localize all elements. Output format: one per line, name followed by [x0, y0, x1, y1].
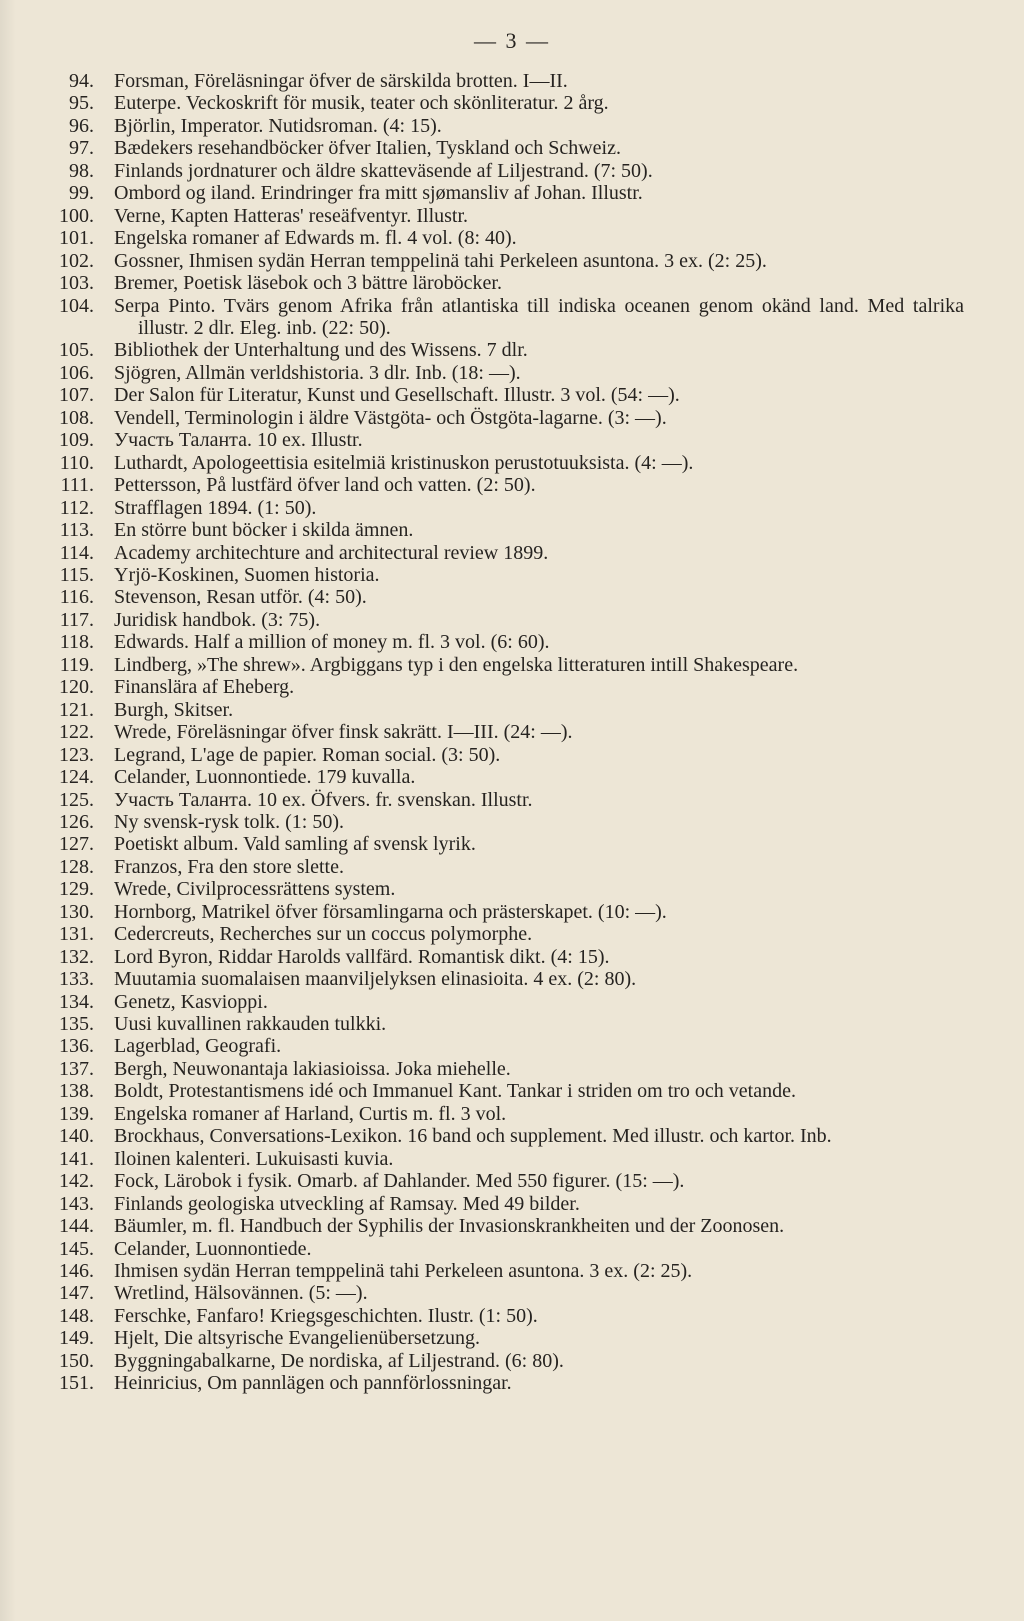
catalog-entry — [0, 182, 1024, 204]
catalog-entry — [0, 1148, 1024, 1170]
entry-text: Engelska romaner af Edwards m. fl. 4 vol. (8: 40). — [114, 227, 517, 250]
entry-text: Ombord og iland. Erindringer fra mitt sjømansliv af Johan. Illustr. — [114, 182, 643, 205]
catalog-entry — [0, 878, 1024, 900]
entry-number: 108. — [59, 406, 94, 429]
entry-text: Franzos, Fra den store slette. — [114, 855, 344, 878]
entry-text: Yrjö-Koskinen, Suomen historia. — [114, 563, 380, 586]
catalog-entry — [0, 744, 1024, 766]
catalog-entry — [0, 968, 1024, 990]
catalog-entry — [0, 676, 1024, 698]
catalog-entry — [0, 1282, 1024, 1304]
catalog-entry — [0, 384, 1024, 406]
entry-number: 94. — [69, 70, 94, 92]
catalog-entry — [0, 1035, 1024, 1057]
entry-number: 146. — [59, 1260, 94, 1283]
entry-text: En större bunt böcker i skilda ämnen. — [114, 519, 414, 542]
entry-number: 147. — [59, 1282, 94, 1305]
entry-number: 131. — [59, 923, 94, 946]
entry-number: 97. — [69, 137, 94, 160]
catalog-entry — [0, 474, 1024, 496]
entry-text: Bædekers resehandböcker öfver Italien, Tyskland och Schweiz. — [114, 137, 621, 160]
entry-text: Участь Таланта. 10 ex. Öfvers. fr. svenskan. Illustr. — [114, 788, 533, 811]
entry-text: Wrede, Föreläsningar öfver finsk sakrätt. I—III. (24: —). — [114, 721, 573, 744]
catalog-entry — [0, 721, 1024, 743]
entry-text: Участь Таланта. 10 ex. Illustr. — [114, 429, 363, 452]
catalog-entry — [0, 227, 1024, 249]
entry-text: Lagerblad, Geografi. — [114, 1035, 282, 1058]
entry-number: 101. — [59, 227, 94, 250]
entry-text: Hjelt, Die altsyrische Evangelienübersetzung. — [114, 1327, 480, 1350]
entry-text: Juridisk handbok. (3: 75). — [114, 608, 321, 631]
catalog-entry — [0, 497, 1024, 519]
entry-number: 130. — [59, 900, 94, 923]
catalog-entry — [0, 991, 1024, 1013]
entry-number: 150. — [59, 1349, 94, 1372]
entry-number: 105. — [59, 339, 94, 362]
entry-text: Uusi kuvallinen rakkauden tulkki. — [114, 1013, 387, 1036]
entry-number: 116. — [59, 586, 94, 609]
entry-text: Bibliothek der Unterhaltung und des Wissens. 7 dlr. — [114, 339, 528, 362]
catalog-entry — [0, 339, 1024, 361]
entry-text: Finlands jordnaturer och äldre skatteväsende af Liljestrand. (7: 50). — [114, 159, 653, 182]
catalog-entry — [0, 1260, 1024, 1282]
entry-number: 122. — [59, 721, 94, 744]
entry-text: Boldt, Protestantismens idé och Immanuel Kant. Tankar i striden om tro och vetande. — [114, 1080, 796, 1103]
entry-text: Finlands geologiska utveckling af Ramsay. Med 49 bilder. — [114, 1192, 580, 1215]
entry-text: Wretlind, Hälsovännen. (5: —). — [114, 1282, 368, 1305]
entry-number: 103. — [59, 272, 94, 295]
entry-text: Bremer, Poetisk läsebok och 3 bättre läroböcker. — [114, 272, 502, 295]
entry-number: 109. — [59, 429, 94, 452]
entry-text: Muutamia suomalaisen maanviljelyksen elinasioita. 4 ex. (2: 80). — [114, 968, 637, 991]
entry-text: Euterpe. Veckoskrift för musik, teater och skönliteratur. 2 årg. — [114, 92, 609, 115]
catalog-entry — [0, 1372, 1024, 1394]
entry-number: 121. — [59, 698, 94, 721]
catalog-entry — [0, 407, 1024, 429]
entry-number: 99. — [69, 182, 94, 205]
entry-text: Ny svensk-rysk tolk. (1: 50). — [114, 810, 344, 833]
catalog-entry — [0, 70, 1024, 92]
catalog-entry — [0, 1305, 1024, 1327]
catalog-entry — [0, 1170, 1024, 1192]
catalog-entry — [0, 205, 1024, 227]
entry-text: Björlin, Imperator. Nutidsroman. (4: 15). — [114, 114, 442, 137]
entry-number: 98. — [69, 159, 94, 182]
entry-number: 138. — [59, 1080, 94, 1103]
entry-number: 110. — [59, 451, 94, 474]
catalog-entry — [0, 1125, 1024, 1147]
catalog-entry — [0, 1058, 1024, 1080]
entry-text: Lord Byron, Riddar Harolds vallfärd. Romantisk dikt. (4: 15). — [114, 945, 610, 968]
entry-number: 142. — [59, 1170, 94, 1193]
catalog-entry — [0, 295, 1024, 340]
entry-number: 113. — [59, 519, 94, 542]
entry-text: Hornborg, Matrikel öfver församlingarna och prästerskapet. (10: —). — [114, 900, 667, 923]
entry-text: Forsman, Föreläsningar öfver de särskilda brotten. I—II. — [114, 70, 568, 92]
entry-text: Verne, Kapten Hatteras' reseäfventyr. Illustr. — [114, 204, 469, 227]
catalog-list — [0, 70, 1024, 1395]
catalog-entry — [0, 766, 1024, 788]
entry-text: Strafflagen 1894. (1: 50). — [114, 496, 317, 519]
entry-number: 137. — [59, 1057, 94, 1080]
entry-text: Engelska romaner af Harland, Curtis m. fl. 3 vol. — [114, 1102, 507, 1125]
catalog-entry — [0, 654, 1024, 676]
entry-text: Legrand, L'age de papier. Roman social. (3: 50). — [114, 743, 501, 766]
catalog-entry — [0, 272, 1024, 294]
entry-text: Cedercreuts, Recherches sur un coccus polymorphe. — [114, 923, 533, 946]
entry-text: Poetiskt album. Vald samling af svensk lyrik. — [114, 833, 476, 856]
catalog-entry — [0, 901, 1024, 923]
catalog-entry — [0, 137, 1024, 159]
entry-text: Ihmisen sydän Herran temppelinä tahi Perkeleen asuntona. 3 ex. (2: 25). — [114, 1260, 693, 1283]
entry-number: 96. — [69, 114, 94, 137]
catalog-entry — [0, 609, 1024, 631]
entry-text: Brockhaus, Conversations-Lexikon. 16 band och supplement. Med illustr. och kartor. Inb. — [114, 1125, 832, 1148]
catalog-entry — [0, 856, 1024, 878]
entry-text: Celander, Luonnontiede. — [114, 1237, 312, 1260]
entry-text: Der Salon für Literatur, Kunst und Gesellschaft. Illustr. 3 vol. (54: —). — [114, 384, 680, 407]
entry-number: 119. — [59, 653, 94, 676]
entry-number: 135. — [59, 1013, 94, 1036]
entry-number: 118. — [59, 631, 94, 654]
entry-number: 104. — [59, 294, 94, 317]
entry-number: 143. — [59, 1192, 94, 1215]
entry-text: Gossner, Ihmisen sydän Herran temppelinä tahi Perkeleen asuntona. 3 ex. (2: 25). — [114, 249, 767, 272]
entry-text: Burgh, Skitser. — [114, 698, 234, 721]
catalog-entry — [0, 789, 1024, 811]
entry-number: 112. — [59, 496, 94, 519]
entry-number: 140. — [59, 1125, 94, 1148]
entry-number: 134. — [59, 990, 94, 1013]
entry-number: 129. — [59, 878, 94, 901]
catalog-entry — [0, 564, 1024, 586]
entry-text: Finanslära af Eheberg. — [114, 676, 295, 699]
entry-number: 117. — [59, 608, 94, 631]
catalog-entry — [0, 362, 1024, 384]
entry-text: Bergh, Neuwonantaja lakiasioissa. Joka miehelle. — [114, 1057, 511, 1080]
catalog-entry — [0, 1013, 1024, 1035]
entry-text: Heinricius, Om pannlägen och pannförlossningar. — [114, 1372, 512, 1395]
catalog-entry — [0, 1193, 1024, 1215]
entry-number: 139. — [59, 1102, 94, 1125]
entry-number: 125. — [59, 788, 94, 811]
entry-number: 136. — [59, 1035, 94, 1058]
entry-text: Ferschke, Fanfaro! Kriegsgeschichten. Ilustr. (1: 50). — [114, 1304, 538, 1327]
entry-text: Sjögren, Allmän verldshistoria. 3 dlr. Inb. (18: —). — [114, 361, 521, 384]
entry-number: 132. — [59, 945, 94, 968]
catalog-entry — [0, 923, 1024, 945]
catalog-entry — [0, 586, 1024, 608]
entry-number: 141. — [59, 1147, 94, 1170]
entry-number: 107. — [59, 384, 94, 407]
entry-number: 127. — [59, 833, 94, 856]
catalog-entry — [0, 946, 1024, 968]
entry-text: Fock, Lärobok i fysik. Omarb. af Dahlander. Med 550 figurer. (15: —). — [114, 1170, 685, 1193]
entry-text: Wrede, Civilprocessrättens system. — [114, 878, 396, 901]
entry-number: 115. — [59, 563, 94, 586]
catalog-entry — [0, 811, 1024, 833]
entry-number: 128. — [59, 855, 94, 878]
entry-text: Lindberg, »The shrew». Argbiggans typ i den engelska litteraturen intill Shakespeare. — [114, 653, 799, 676]
entry-text: Stevenson, Resan utför. (4: 50). — [114, 586, 367, 609]
entry-number: 149. — [59, 1327, 94, 1350]
entry-number: 95. — [69, 92, 94, 115]
entry-text: Vendell, Terminologin i äldre Västgöta- och Östgöta-lagarne. (3: —). — [114, 406, 667, 429]
catalog-entry — [0, 542, 1024, 564]
entry-number: 151. — [59, 1372, 94, 1395]
catalog-entry — [0, 160, 1024, 182]
entry-text: Serpa Pinto. Tvärs genom Afrika från atlantiska till indiska oceanen genom okänd land. Med talrika illustr. 2 dlr. Eleg. inb. (22: 50). — [114, 294, 964, 339]
catalog-entry — [0, 250, 1024, 272]
catalog-entry — [0, 1215, 1024, 1237]
entry-number: 145. — [59, 1237, 94, 1260]
catalog-entry — [0, 699, 1024, 721]
entry-number: 106. — [59, 361, 94, 384]
catalog-entry — [0, 833, 1024, 855]
entry-text: Byggningabalkarne, De nordiska, af Liljestrand. (6: 80). — [114, 1349, 564, 1372]
entry-number: 102. — [59, 249, 94, 272]
entry-text: Luthardt, Apologeettisia esitelmiä kristinuskon perustotuuksista. (4: —). — [114, 451, 694, 474]
catalog-entry — [0, 1080, 1024, 1102]
catalog-entry — [0, 631, 1024, 653]
entry-number: 148. — [59, 1304, 94, 1327]
entry-text: Bäumler, m. fl. Handbuch der Syphilis der Invasionskrankheiten und der Zoonosen. — [114, 1215, 785, 1238]
catalog-entry — [0, 452, 1024, 474]
entry-text: Pettersson, På lustfärd öfver land och vatten. (2: 50). — [114, 474, 536, 497]
entry-text: Celander, Luonnontiede. 179 kuvalla. — [114, 766, 416, 789]
entry-text: Edwards. Half a million of money m. fl. 3 vol. (6: 60). — [114, 631, 550, 654]
entry-number: 133. — [59, 968, 94, 991]
entry-number: 100. — [59, 204, 94, 227]
catalog-entry — [0, 429, 1024, 451]
entry-text: Iloinen kalenteri. Lukuisasti kuvia. — [114, 1147, 394, 1170]
catalog-entry — [0, 1327, 1024, 1349]
catalog-entry — [0, 519, 1024, 541]
entry-number: 126. — [59, 810, 94, 833]
catalog-entry — [0, 1103, 1024, 1125]
entry-text: Genetz, Kasvioppi. — [114, 990, 268, 1013]
entry-number: 114. — [59, 541, 94, 564]
catalog-entry — [0, 1238, 1024, 1260]
page-number: — 3 — — [474, 28, 550, 53]
catalog-entry — [0, 115, 1024, 137]
entry-number: 120. — [59, 676, 94, 699]
entry-number: 123. — [59, 743, 94, 766]
entry-number: 111. — [60, 474, 94, 497]
catalog-entry — [0, 1350, 1024, 1372]
catalog-entry — [0, 92, 1024, 114]
entry-text: Academy architechture and architectural review 1899. — [114, 541, 549, 564]
entry-number: 144. — [59, 1215, 94, 1238]
entry-number: 124. — [59, 766, 94, 789]
